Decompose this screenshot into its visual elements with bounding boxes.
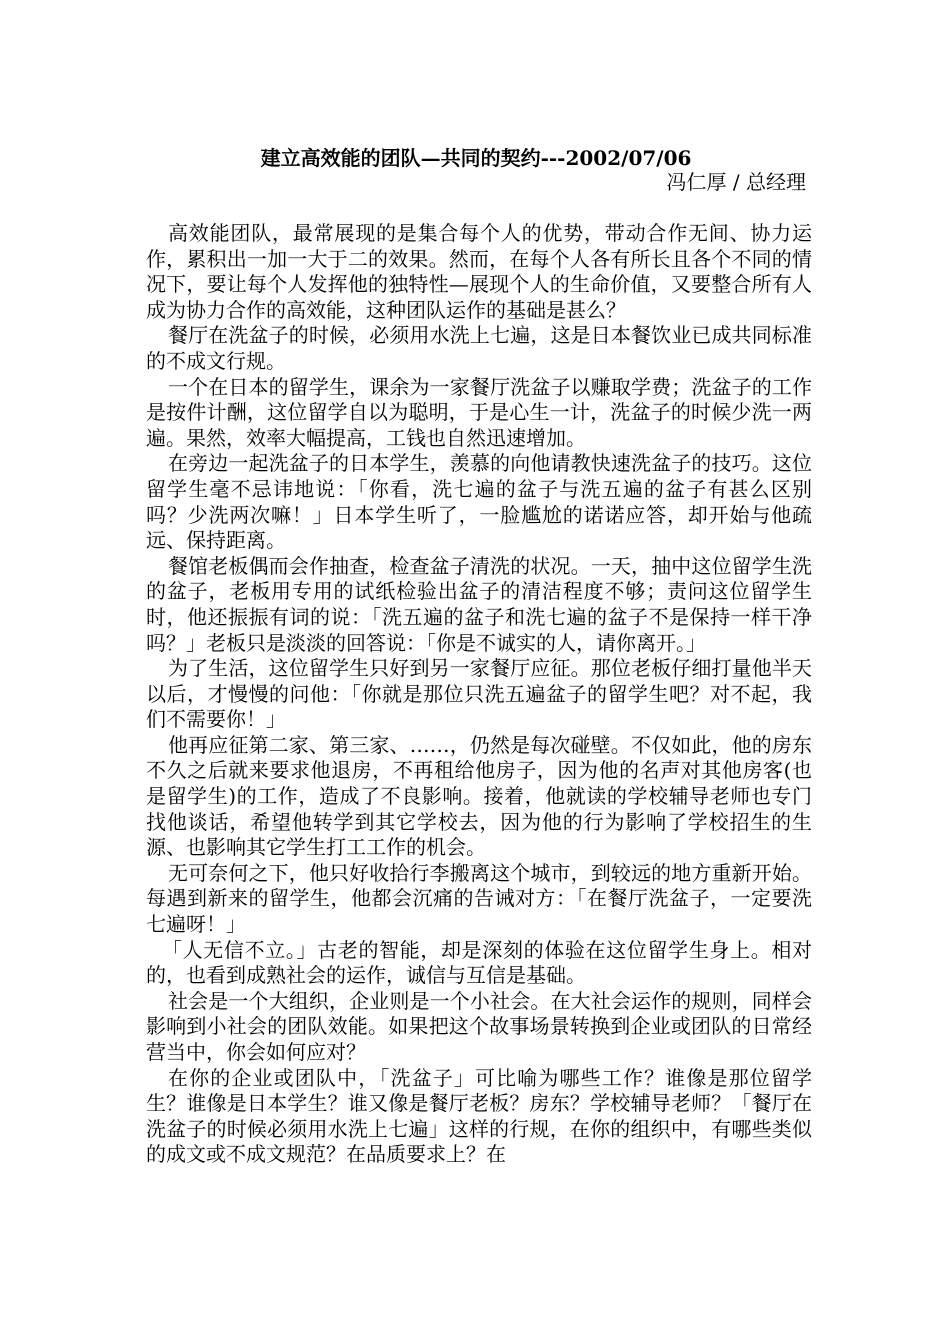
document-title: 建立高效能的团队—共同的契约---2002/07/06 (260, 146, 692, 170)
body-paragraph: 社会是一个大组织，企业则是一个小社会。在大社会运作的规则，同样会影响到小社会的团队效能。如果把这个故事场景转换到企业或团队的日常经营当中，你会如何应对？ (146, 988, 812, 1064)
body-paragraph: 在你的企业或团队中，「洗盆子」可比喻为哪些工作？谁像是那位留学生？谁像是日本学生？谁又像是餐厅老板？房东？学校辅导老师？「餐厅在洗盆子的时候必须用水洗上七遍」这样的行规，在你的组织中，有哪些类似的成文或不成文规范？在品质要求上？在 (146, 1065, 812, 1167)
document-author: 冯仁厚 / 总经理 (666, 170, 806, 194)
body-paragraph: 餐厅在洗盆子的时候，必须用水洗上七遍，这是日本餐饮业已成共同标准的不成文行规。 (146, 323, 812, 373)
body-paragraph: 高效能团队，最常展现的是集合每个人的优势，带动合作无间、协力运作，累积出一加一大于二的效果。然而，在每个人各有所长且各个不同的情况下，要让每个人发挥他的独特性—展现个人的生命价值，又要整合所有人成为协力合作的高效能，这种团队运作的基础是甚么？ (146, 221, 812, 322)
body-paragraph: 为了生活，这位留学生只好到另一家餐厅应征。那位老板仔细打量他半天以后，才慢慢的问他：「你就是那位只洗五遍盆子的留学生吧？对不起，我们不需要你！」 (146, 656, 812, 732)
body-paragraph: 餐馆老板偶而会作抽查，检查盆子清洗的状况。一天，抽中这位留学生洗的盆子，老板用专用的试纸检验出盆子的清洁程度不够；责问这位留学生时，他还振振有词的说：「洗五遍的盆子和洗七遍的盆子不是保持一样干净吗？」老板只是淡淡的回答说：「你是不诚实的人，请你离开。」 (146, 553, 812, 655)
body-paragraph: 一个在日本的留学生，课余为一家餐厅洗盆子以赚取学费；洗盆子的工作是按件计酬，这位留学自以为聪明，于是心生一计，洗盆子的时候少洗一两遍。果然，效率大幅提高，工钱也自然迅速增加。 (146, 374, 812, 450)
body-paragraph: 无可奈何之下，他只好收拾行李搬离这个城市，到较远的地方重新开始。每遇到新来的留学生，他都会沉痛的告诫对方：「在餐厅洗盆子，一定要洗七遍呀！」 (146, 860, 812, 937)
body-paragraph: 在旁边一起洗盆子的日本学生，羡慕的向他请教快速洗盆子的技巧。这位留学生毫不忌讳地说：「你看，洗七遍的盆子与洗五遍的盆子有甚么区别吗？少洗两次嘛！」日本学生听了，一脸尴尬的诺诺应答，却开始与他疏远、保持距离。 (146, 451, 812, 553)
document-body (146, 221, 812, 1168)
body-paragraph: 「人无信不立。」古老的智能，却是深刻的体验在这位留学生身上。相对的，也看到成熟社会的运作，诚信与互信是基础。 (146, 937, 812, 988)
body-paragraph: 他再应征第二家、第三家、……，仍然是每次碰壁。不仅如此，他的房东不久之后就来要求他退房，不再租给他房子，因为他的名声对其他房客(也是留学生)的工作，造成了不良影响。接着，他就读的学校辅导老师也专门找他谈话，希望他转学到其它学校去，因为他的行为影响了学校招生的生源、也影响其它学生打工工作的机会。 (146, 732, 812, 860)
